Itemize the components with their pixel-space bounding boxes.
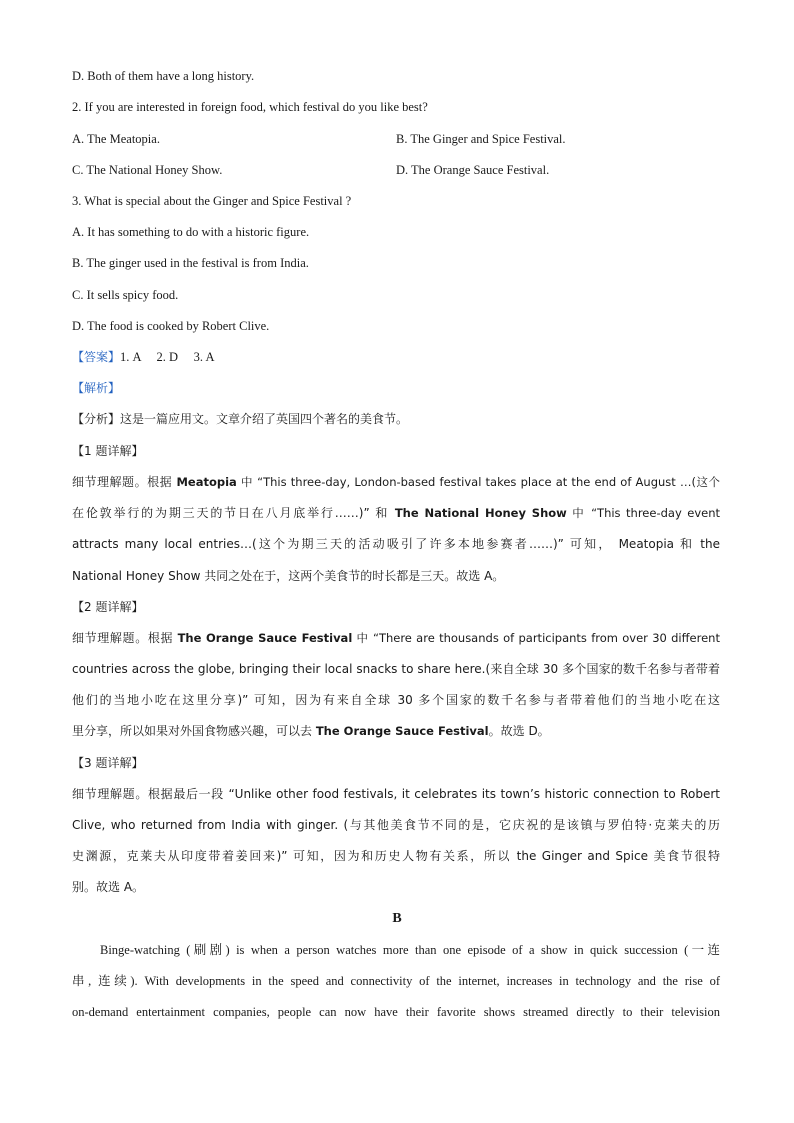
- summary-label: 【分析】: [72, 412, 121, 426]
- summary-line: [72, 410, 408, 428]
- detail-1-quote: 中 “This three-day event: [566, 506, 720, 520]
- answer-line: [72, 348, 214, 366]
- q3-option-c: C. It sells spicy food.: [72, 288, 179, 302]
- detail-1-quote: 中 “This three-day, London-based festival takes place at the end of August …(这个: [236, 475, 720, 489]
- detail-3-line-4: 别。故选 A。: [72, 880, 145, 894]
- passage-b-line-1: Binge-watching (刷剧) is when a person watches more than one episode of a show in quick succession (一连: [100, 943, 720, 957]
- q2-option-d: D. The Orange Sauce Festival.: [396, 163, 550, 177]
- analysis-label: 【解析】: [72, 381, 121, 395]
- q2-option-b: B. The Ginger and Spice Festival.: [396, 132, 566, 146]
- q1-option-d: D. Both of them have a long history.: [72, 69, 255, 83]
- detail-1-line-3: attracts many local entries…(这个为期三天的活动吸引了许多本地参赛者……)” 可知， Meatopia 和 the: [72, 537, 720, 551]
- q3-option-a: A. It has something to do with a historic figure.: [72, 225, 310, 239]
- q2-question: 2. If you are interested in foreign food, which festival do you like best?: [72, 100, 428, 114]
- detail-1-heading: 【1 题详解】: [72, 444, 144, 458]
- answer-label: 【答案】: [72, 350, 121, 364]
- detail-1-text: 细节理解题。根据: [72, 475, 177, 489]
- q3-option-b: B. The ginger used in the festival is from India.: [72, 256, 309, 270]
- passage-b-line-2: 串, 连续). With developments in the speed and connectivity of the internet, increases in technology and the rise of: [72, 974, 720, 988]
- detail-2-term: The Orange Sauce Festival: [177, 631, 353, 645]
- detail-2-text: 。故选 D。: [488, 724, 550, 738]
- detail-1-line-2: [72, 504, 720, 522]
- detail-2-line-3: 他们的当地小吃在这里分享)” 可知，因为有来自全球 30 多个国家的数千名参与者带着他们的当地小吃在这: [72, 693, 720, 707]
- detail-3-line-3: 史渊源，克莱夫从印度带着姜回来)” 可知，因为和历史人物有关系，所以 the Ginger and Spice 美食节很特: [72, 849, 720, 863]
- detail-1-term: Meatopia: [176, 475, 237, 489]
- q3-option-d: D. The food is cooked by Robert Clive.: [72, 319, 270, 333]
- q2-option-c: C. The National Honey Show.: [72, 163, 223, 177]
- detail-2-term: The Orange Sauce Festival: [315, 724, 489, 738]
- detail-2-text: 里分享，所以如果对外国食物感兴趣，可以去: [72, 724, 316, 738]
- detail-1-line-1: [72, 473, 720, 491]
- detail-2-text: 细节理解题。根据: [72, 631, 178, 645]
- passage-b-line-3: on-demand entertainment companies, people can now have their favorite shows streamed directly to their television: [72, 1005, 720, 1019]
- q2-option-a: A. The Meatopia.: [72, 132, 160, 146]
- detail-3-line-1: 细节理解题。根据最后一段 “Unlike other food festivals, it celebrates its town’s historic connection to Robert: [72, 787, 720, 801]
- detail-1-text: 在伦敦举行的为期三天的节日在八月底举行……)” 和: [72, 506, 395, 520]
- detail-1-line-4: National Honey Show 共同之处在于，这两个美食节的时长都是三天。故选 A。: [72, 569, 505, 583]
- detail-3-heading: 【3 题详解】: [72, 756, 144, 770]
- section-b-title: B: [392, 911, 402, 926]
- detail-2-quote: 中 “There are thousands of participants from over 30 different: [352, 631, 720, 645]
- detail-1-term: The National Honey Show: [394, 506, 567, 520]
- answer-values: 1. A 2. D 3. A: [120, 350, 215, 364]
- detail-2-heading: 【2 题详解】: [72, 600, 144, 614]
- detail-2-line-4: [72, 722, 550, 740]
- detail-2-line-1: [72, 629, 720, 647]
- summary-text: 这是一篇应用文。文章介绍了英国四个著名的美食节。: [120, 412, 409, 426]
- detail-2-line-2: countries across the globe, bringing their local snacks to share here.(来自全球 30 多个国家的数千名参与者带着: [72, 662, 720, 676]
- q3-question: 3. What is special about the Ginger and Spice Festival ?: [72, 194, 352, 208]
- detail-3-line-2: Clive, who returned from India with ginger. (与其他美食节不同的是，它庆祝的是该镇与罗伯特·克莱夫的历: [72, 818, 720, 832]
